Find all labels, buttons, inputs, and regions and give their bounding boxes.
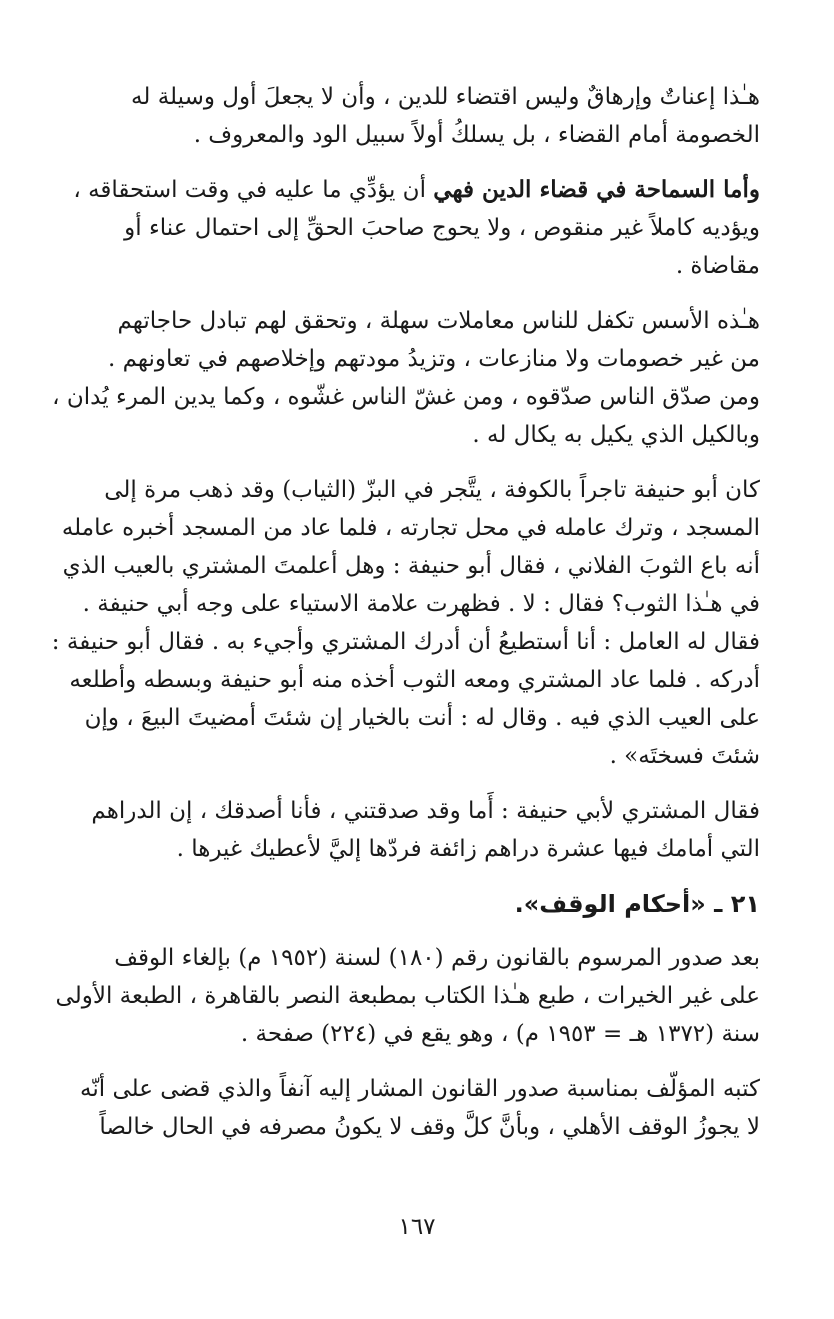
- paragraph-1: [82, 78, 760, 154]
- text-line: على غير الخيرات ، طبع هـٰذا الكتاب بمطبعة النصر بالقاهرة ، الطبعة الأولى: [55, 983, 760, 1009]
- section-heading: ٢١ ـ «أحكام الوقف».: [514, 890, 760, 918]
- text-line: على العيب الذي فيه . وقال له : أنت بالخيار إن شئتَ أمضيتَ البيعَ ، وإن: [84, 705, 760, 731]
- text-line: وبالكيل الذي يكيل به يكال له .: [472, 422, 760, 448]
- paragraph-4: [51, 471, 760, 775]
- paragraph-3: [52, 302, 760, 454]
- text-line: من غير خصومات ولا منازعات ، وتزيدُ مودتهم وإخلاصهم في تعاونهم .: [107, 346, 760, 372]
- text-line: [73, 171, 760, 209]
- page-number: ١٦٧: [398, 1214, 436, 1240]
- text-line: أدركه . فلما عاد المشتري ومعه الثوب أخذه منه أبو حنيفة وبسطه وأطلعه: [69, 667, 760, 693]
- paragraph-5: [82, 792, 760, 868]
- text-line: في هـٰذا الثوب؟ فقال : لا . فظهرت علامة الاستياء على وجه أبي حنيفة .: [82, 591, 760, 617]
- text-line: هـٰذه الأسس تكفل للناس معاملات سهلة ، وتحقق لهم تبادل حاجاتهم: [117, 308, 760, 334]
- text-line: مقاضاة .: [675, 253, 760, 279]
- text-line: أنه باع الثوبَ الفلاني ، فقال أبو حنيفة : وهل أعلمتَ المشتري بالعيب الذي: [62, 553, 760, 579]
- text-line: الخصومة أمام القضاء ، بل يسلكُ أولاً سبيل الود والمعروف .: [193, 122, 760, 148]
- text-line: ومن صدّق الناس صدّقوه ، ومن غشّ الناس غشّوه ، وكما يدين المرء يُدان ،: [52, 384, 760, 410]
- paragraph-6: [55, 939, 760, 1053]
- text-line: التي أمامك فيها عشرة دراهم زائفة فردّها إليَّ لأعطيك غيرها .: [176, 836, 760, 862]
- text-line: فقال المشتري لأبي حنيفة : أَما وقد صدقتني ، فأنا أصدقك ، إن الدراهم: [91, 798, 760, 824]
- text-line: هـٰذا إعناتٌ وإرهاقٌ وليس اقتضاء للدين ، وأن لا يجعلَ أول وسيلة له: [131, 84, 760, 110]
- text-line: كتبه المؤلّف بمناسبة صدور القانون المشار إليه آنفاً والذي قضى على أنّه: [80, 1076, 760, 1102]
- paragraph-2: [73, 171, 760, 285]
- text-line: فقال له العامل : أنا أستطيعُ أن أدرك المشتري وأجيء به . فقال أبو حنيفة :: [51, 629, 760, 655]
- text-line: بعد صدور المرسوم بالقانون رقم (١٨٠) لسنة (١٩٥٢ م) بإلغاء الوقف: [114, 945, 760, 971]
- text-line: ويؤديه كاملاً غير منقوص ، ولا يحوج صاحبَ الحقِّ إلى احتمال عناء أو: [124, 215, 760, 241]
- text-line: شئتَ فسختَه» .: [609, 743, 760, 769]
- text-line: سنة (١٣٧٢ هـ = ١٩٥٣ م) ، وهو يقع في (٢٢٤) صفحة .: [240, 1021, 760, 1047]
- text-run: أن يؤدِّي ما عليه في وقت استحقاقه ،: [73, 177, 434, 203]
- text-line: المسجد ، وترك عامله في محل تجارته ، فلما عاد من المسجد أخبره عامله: [61, 515, 760, 541]
- paragraph-7: [82, 1070, 760, 1146]
- text-line: كان أبو حنيفة تاجراً بالكوفة ، يتَّجر في البزّ (الثياب) وقد ذهب مرة إلى: [104, 477, 760, 503]
- bold-lead-phrase: وأما السماحة في قضاء الدين فهي: [433, 176, 760, 203]
- text-line: لا يجوزُ الوقف الأهلي ، وبأنَّ كلَّ وقف لا يكونُ مصرفه في الحال خالصاً: [99, 1114, 760, 1140]
